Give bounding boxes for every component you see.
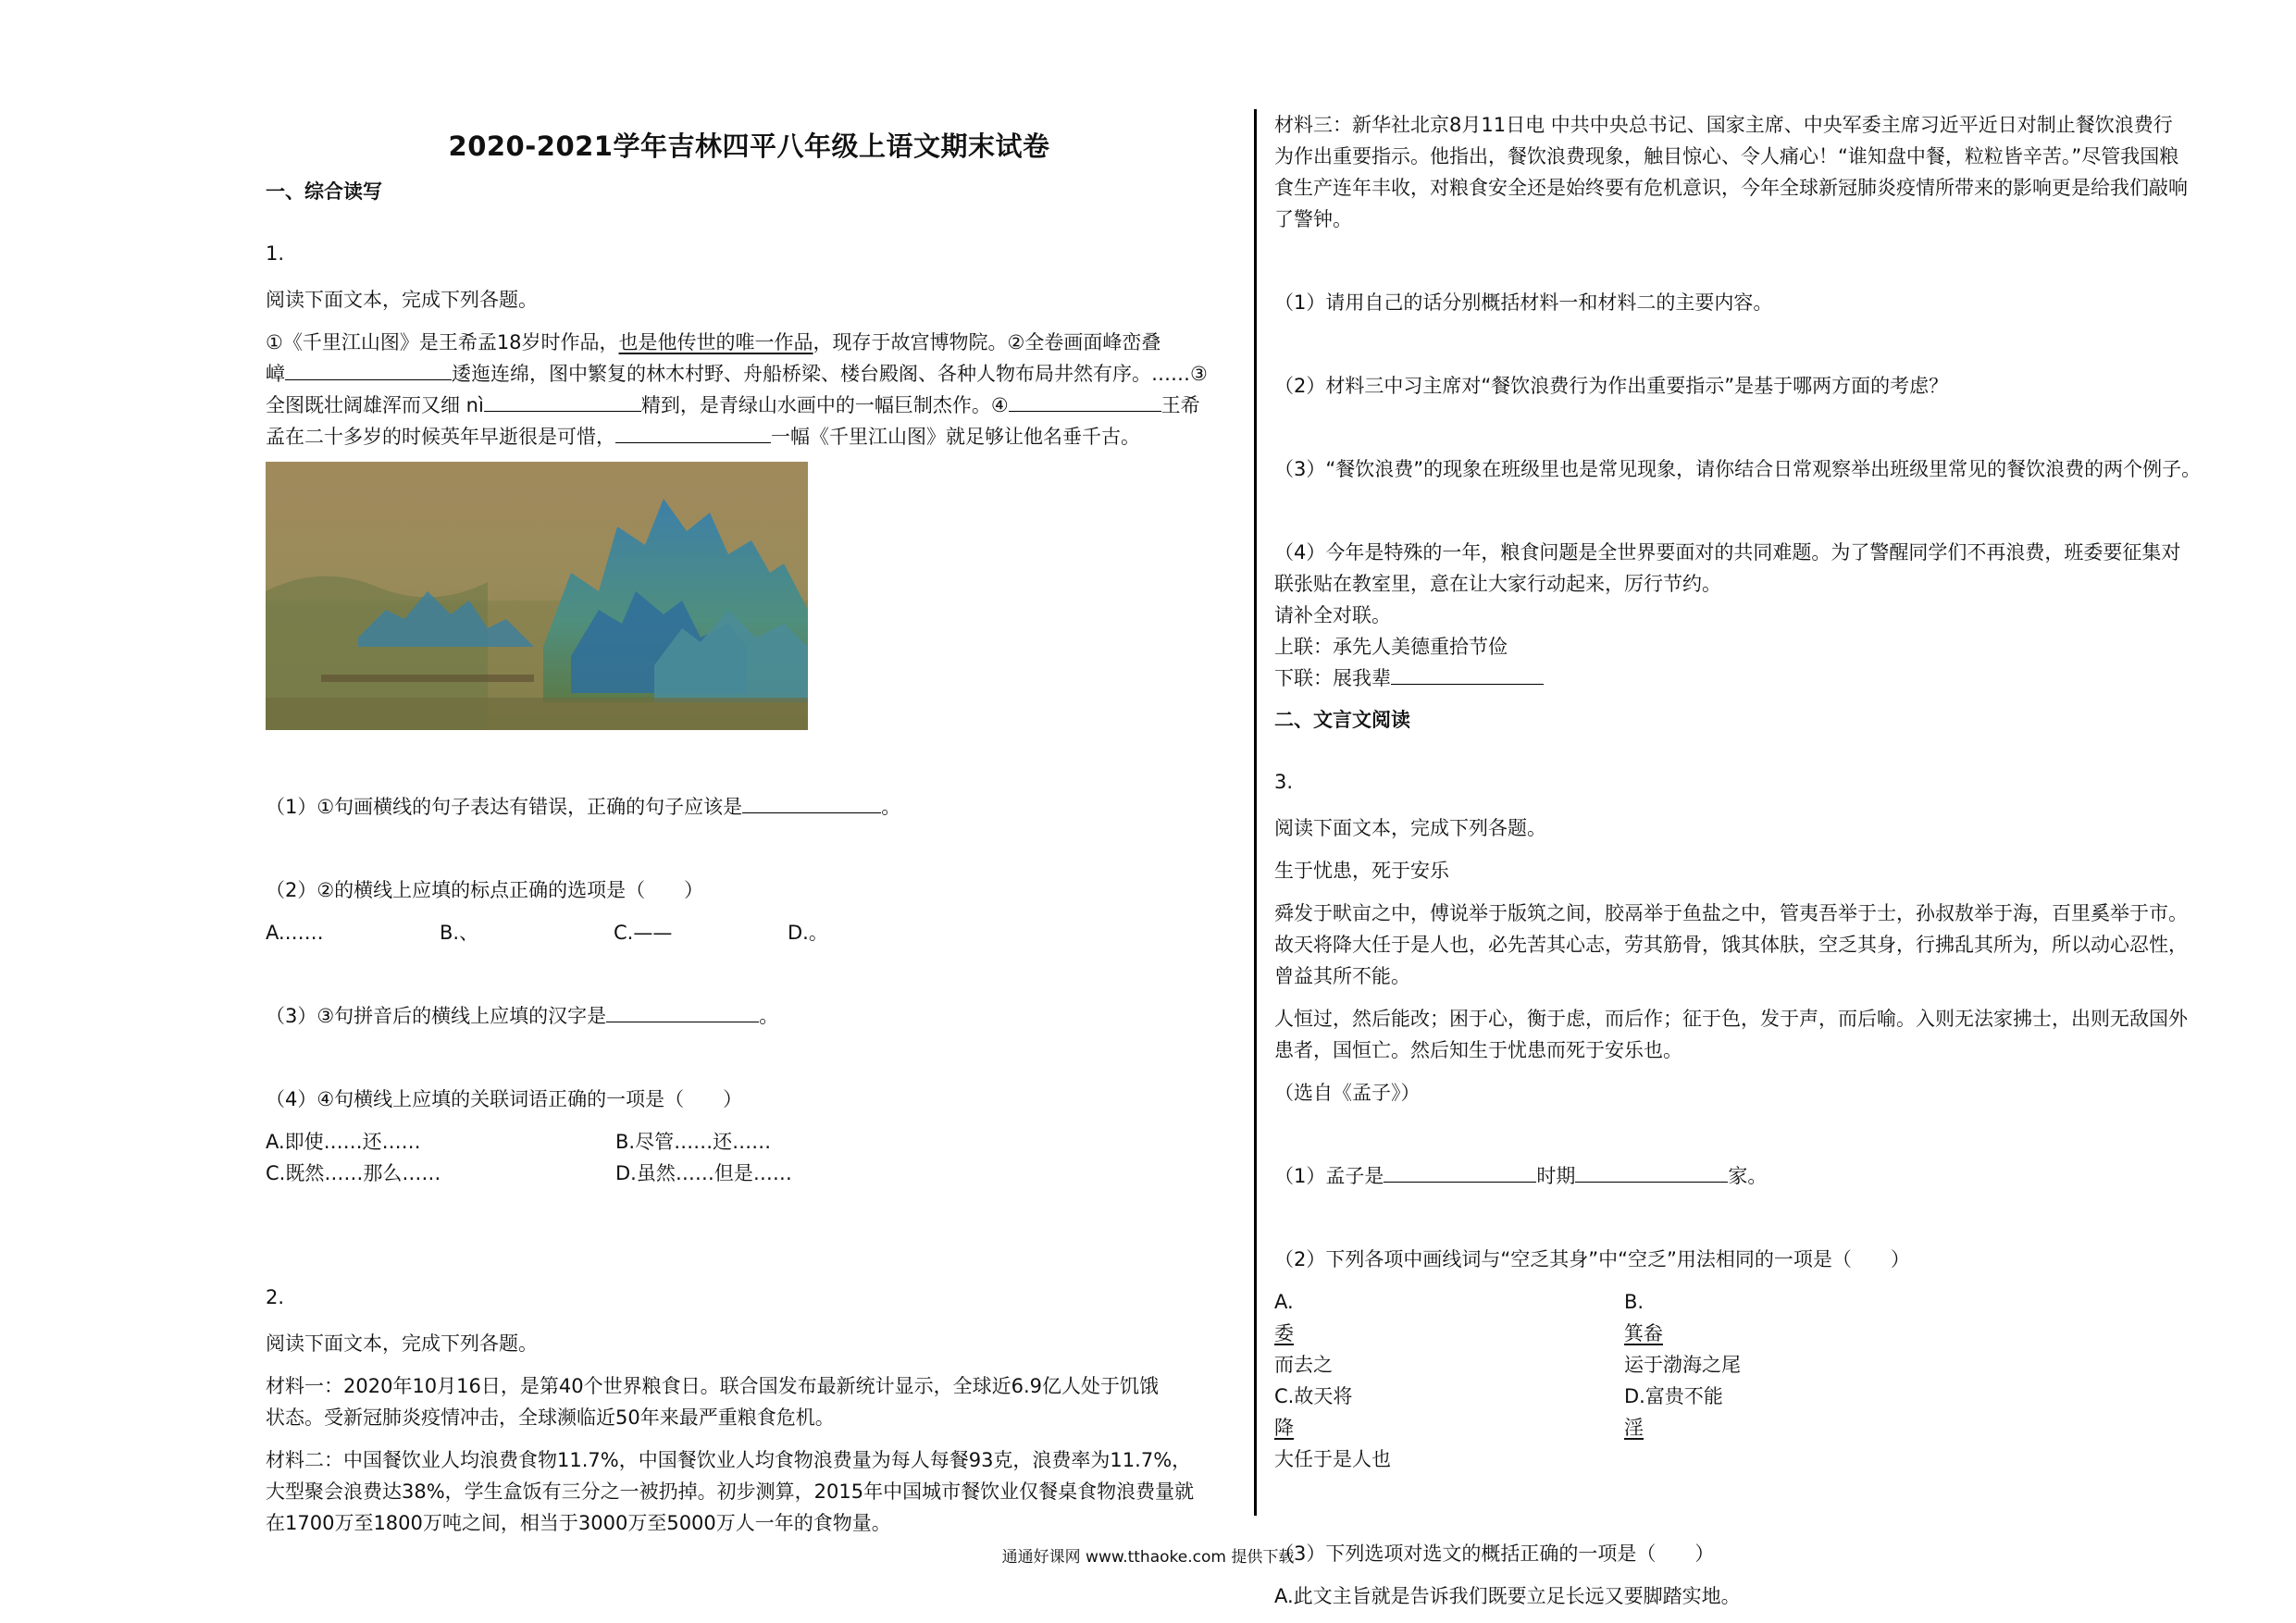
- q1-sub4: （4）④句横线上应填的关联词语正确的一项是（ ）: [266, 1088, 743, 1110]
- blank-4b[interactable]: [615, 422, 771, 443]
- q3-sub2-options-row2: [1274, 1381, 2241, 1475]
- page-title: 2020-2021学年吉林四平八年级上语文期末试卷: [448, 130, 1050, 162]
- underlined-sentence: 也是他传世的唯一作品: [618, 331, 813, 353]
- q2-sub3: （3）“餐饮浪费”的现象在班级里也是常见现象，请你结合日常观察举出班级里常见的餐饮浪费的两个例子。: [1274, 458, 2202, 480]
- q2-intro: 阅读下面文本，完成下列各题。: [266, 1332, 538, 1355]
- q2-sub1: （1）请用自己的话分别概括材料一和材料二的主要内容。: [1274, 291, 1773, 314]
- option-b[interactable]: B.尽管……还……: [615, 1131, 772, 1153]
- q1-sub4-options-row1: [266, 1126, 1233, 1158]
- section-heading-1: 一、综合读写: [266, 180, 382, 203]
- option-a[interactable]: A.委而去之: [1274, 1291, 1333, 1376]
- page-footer: 通通好课网 www.tthaoke.com 提供下载: [1001, 1548, 1295, 1567]
- material-1: 材料一：2020年10月16日，是第40个世界粮食日。联合国发布最新统计显示，全球近6.9亿人处于饥饿 状态。受新冠肺炎疫情冲击，全球濒临近50年来最严重粮食危机。: [266, 1375, 1160, 1429]
- option-d[interactable]: D.。: [788, 922, 828, 944]
- material-3: 材料三：新华社北京8月11日电 中共中央总书记、国家主席、中央军委主席习近平近日对制止餐饮浪费行 为作出重要指示。他指出，餐饮浪费现象，触目惊心、令人痛心！“谁知盘中餐，粒粒皆辛苦。”尽管我国粮 食生产连年丰收，对粮食安全还是始终要有危机意识，今年全球新冠肺炎疫情所带来的影响更是给我们敲响 了警钟。: [1274, 114, 2188, 230]
- q1-passage: ①《千里江山图》是王希孟18岁时作品，也是他传世的唯一作品，现存于故宫博物院。②全卷画面峰峦叠 嶂 逶迤连绵，图中繁复的林木村野、舟船桥梁、楼台殿阁、各种人物布局井然有序。……③ 全图既壮阔雄浑而又细 nì 精到，是青绿山水画中的一幅巨制杰作。④ 王希 孟在二十多岁的时候英年早逝很是可惜， 一幅《千里江山图》就足够让他名垂千古。: [266, 331, 1208, 448]
- q1-sub4-options-row2: [266, 1158, 1233, 1189]
- option-c[interactable]: C.——: [614, 922, 673, 944]
- q1-sub2: （2）②的横线上应填的标点正确的选项是（ ）: [266, 879, 704, 901]
- question-number-1: 1.: [266, 242, 285, 265]
- answer-blank-3[interactable]: [606, 1001, 759, 1022]
- couplet-blank[interactable]: [1391, 663, 1544, 685]
- left-column: 2020-2021学年吉林四平八年级上语文期末试卷 一、综合读写 1. 阅读下面文本，完成下列各题。 ①《千里江山图》是王希孟18岁时作品，也是他传世的唯一作品，现存于故宫博物院。②全卷画面峰峦叠 嶂 逶迤连绵，图中繁复的林木村野、舟船桥梁、楼台殿阁、各种人物布局井然有序。……③ 全图既壮阔雄浑而又细 nì 精到，是青绿山水画中的一幅巨制杰作。④ 王希 孟在二十多岁的时候英年早逝很是可惜， 一幅《千里江山图》就足够让他名垂千古。 （1）①句画横线的句子表达有错误，正确的句子应该是 。 （2）②的横线上应填的标点正确的选项是（ ） A.…… B.、 C.—— D.。 （3）③句拼音后的横线上应填的汉字是 。 （4）④句横线上应填的关联词语正确的一项是（ ） A.即使……还…… B.尽管……还…… C.既然……那么…… D.虽然……但是…… 2. 阅读下面文本，完成下列各题。 材料一：2020年10月16日，是第40个世界粮食日。联合国发布最新统计显示，全球近6.9亿人处于饥饿 状态。受新冠肺炎疫情冲击，全球濒临近50年来最严重粮食危机。 材料二：中国餐饮业人均浪费食物11.7%，中国餐饮业人均食物浪费量为每人每餐93克，浪费率为11.7%， 大型聚会浪费达38%，学生盒饭有三分之一被扔掉。初步测算，2015年中国城市餐饮业仅餐桌食物浪费量就 在1700万至1800万吨之间，相当于3000万至5000万人一年的食物量。: [266, 109, 1233, 1539]
- answer-blank-school[interactable]: [1575, 1161, 1728, 1183]
- q3-sub2: （2）下列各项中画线词与“空乏其身”中“空乏”用法相同的一项是（ ）: [1274, 1248, 1910, 1270]
- answer-blank-1[interactable]: [742, 792, 881, 813]
- option-c[interactable]: C.故天将降大任于是人也: [1274, 1385, 1391, 1470]
- blank-4[interactable]: [1009, 390, 1161, 412]
- column-divider: [1254, 109, 1257, 1516]
- right-column: 材料三：新华社北京8月11日电 中共中央总书记、国家主席、中央军委主席习近平近日对制止餐饮浪费行 为作出重要指示。他指出，餐饮浪费现象，触目惊心、令人痛心！“谁知盘中餐，粒粒皆辛苦。”尽管我国粮 食生产连年丰收，对粮食安全还是始终要有危机意识，今年全球新冠肺炎疫情所带来的影响更是给我们敲响 了警钟。 （1）请用自己的话分别概括材料一和材料二的主要内容。 （2）材料三中习主席对“餐饮浪费行为作出重要指示”是基于哪两方面的考虑？ （3）“餐饮浪费”的现象在班级里也是常见现象，请你结合日常观察举出班级里常见的餐饮浪费的两个例子。 （4）今年是特殊的一年，粮食问题是全世界要面对的共同难题。为了警醒同学们不再浪费，班委要征集对 联张贴在教室里，意在让大家行动起来，厉行节约。 请补全对联。 上联：承先人美德重拾节俭 下联：展我辈 二、文言文阅读 3. 阅读下面文本，完成下列各题。 生于忧患，死于安乐 舜发于畎亩之中，傅说举于版筑之间，胶鬲举于鱼盐之中，管夷吾举于士，孙叔敖举于海，百里奚举于市。 故天将降大任于是人也，必先苦其心志，劳其筋骨，饿其体肤，空乏其身，行拂乱其所为，所以动心忍性， 曾益其所不能。 人恒过，然后能改；困于心，衡于虑，而后作；征于色，发于声，而后喻。入则无法家拂士，出则无敌国外 患者，国恒亡。然后知生于忧患而死于安乐也。 （选自《孟子》） （1）孟子是 时期 家。 （2）下列各项中画线词与“空乏其身”中“空乏”用法相同的一项是（ ） A.委而去之 B.箕畚运于渤海之尾 C.故天将降大任于是人也 D.富贵不能淫 （3）下列选项对选文的概括正确的一项是（ ） A.此文主旨就是告诉我们既要立足长远又要脚踏实地。: [1274, 109, 2241, 1612]
- q3-sub3: （3）下列选项对选文的概括正确的一项是（ ）: [1274, 1542, 1715, 1565]
- classical-title: 生于忧患，死于安乐: [1274, 860, 1449, 882]
- landscape-painting: [266, 462, 808, 730]
- source-note: （选自《孟子》）: [1274, 1082, 1421, 1104]
- option-b[interactable]: B.、: [440, 922, 479, 944]
- couplet-lower: 下联：展我辈: [1274, 667, 1391, 689]
- classical-text-2: 人恒过，然后能改；困于心，衡于虑，而后作；征于色，发于声，而后喻。入则无法家拂士，出则无敌国外 患者，国恒亡。然后知生于忧患而死于安乐也。: [1274, 1008, 2188, 1061]
- q3-intro: 阅读下面文本，完成下列各题。: [1274, 817, 1546, 839]
- option-c[interactable]: C.既然……那么……: [266, 1162, 441, 1184]
- option-a[interactable]: A.即使……还……: [266, 1131, 421, 1153]
- blank-3[interactable]: [484, 390, 641, 412]
- q2-sub4: （4）今年是特殊的一年，粮食问题是全世界要面对的共同难题。为了警醒同学们不再浪费，班委要征集对 联张贴在教室里，意在让大家行动起来，厉行节约。 请补全对联。 上联：承先人美德重拾节俭 下联：展我辈: [1274, 537, 2241, 694]
- section-heading-2: 二、文言文阅读: [1274, 709, 1410, 731]
- option-a[interactable]: A.此文主旨就是告诉我们既要立足长远又要脚踏实地。: [1274, 1585, 1741, 1607]
- answer-blank-period[interactable]: [1384, 1161, 1536, 1183]
- option-d[interactable]: D.虽然……但是……: [615, 1162, 792, 1184]
- option-d[interactable]: D.富贵不能淫: [1624, 1385, 1723, 1439]
- question-number-2: 2.: [266, 1286, 285, 1308]
- q1-sub2-options: [266, 917, 1233, 948]
- classical-text-1: 舜发于畎亩之中，傅说举于版筑之间，胶鬲举于鱼盐之中，管夷吾举于士，孙叔敖举于海，百里奚举于市。 故天将降大任于是人也，必先苦其心志，劳其筋骨，饿其体肤，空乏其身，行拂乱其所为，所以动心忍性， 曾益其所不能。: [1274, 902, 2188, 987]
- blank-2[interactable]: [285, 359, 452, 380]
- question-number-3: 3.: [1274, 771, 1294, 793]
- q1-intro: 阅读下面文本，完成下列各题。: [266, 289, 538, 311]
- option-a[interactable]: A.……: [266, 922, 324, 944]
- q2-sub2: （2）材料三中习主席对“餐饮浪费行为作出重要指示”是基于哪两方面的考虑？: [1274, 375, 1949, 397]
- material-2: 材料二：中国餐饮业人均浪费食物11.7%，中国餐饮业人均食物浪费量为每人每餐93克，浪费率为11.7%， 大型聚会浪费达38%，学生盒饭有三分之一被扔掉。初步测算，2015年中国城市餐饮业仅餐桌食物浪费量就 在1700万至1800万吨之间，相当于3000万至5000万人一年的食物量。: [266, 1449, 1195, 1534]
- q3-sub2-options-row1: [1274, 1286, 2241, 1381]
- option-b[interactable]: B.箕畚运于渤海之尾: [1624, 1291, 1741, 1376]
- couplet-upper: 上联：承先人美德重拾节俭: [1274, 636, 1508, 658]
